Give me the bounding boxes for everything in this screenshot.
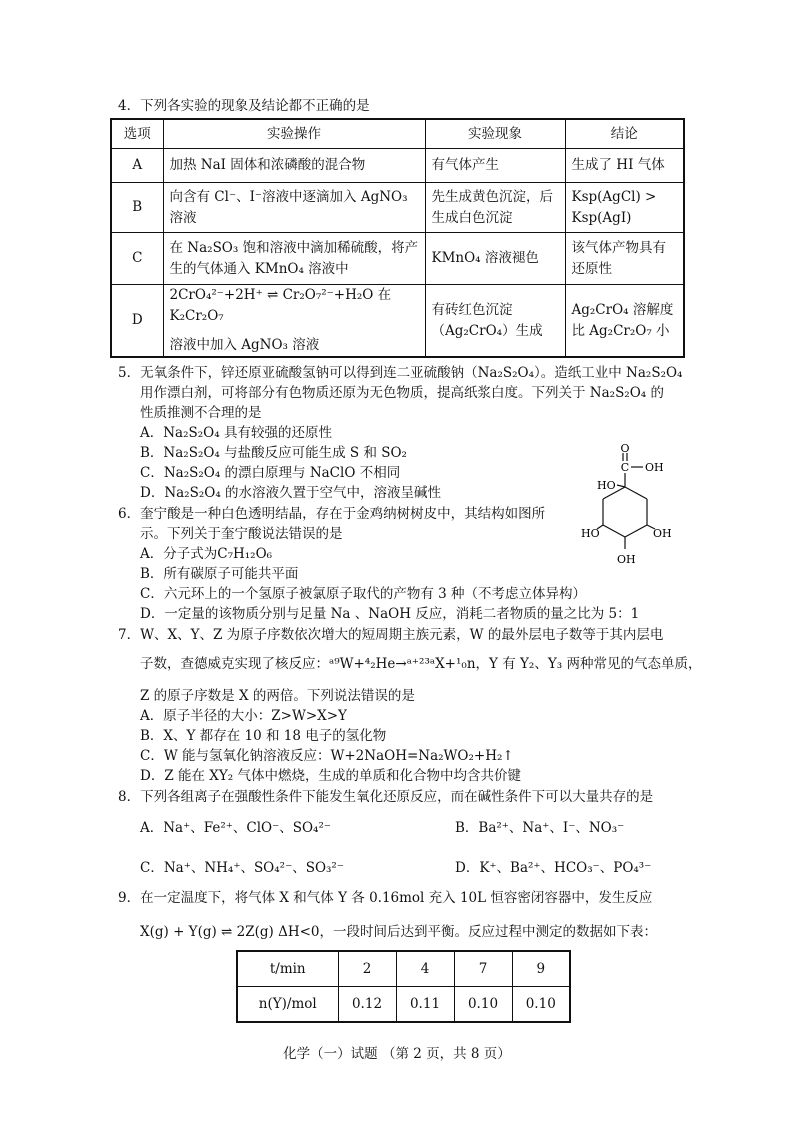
q4-stem: 4．下列各实验的现象及结论都不正确的是	[118, 98, 370, 114]
q6-stem-line2: 示。下列关于奎宁酸说法错误的是	[140, 526, 343, 542]
q9-header-cell: 2	[338, 951, 396, 987]
q7-stem-line2-end: ，Y 有 Y₂、Y₃ 两种常见的气态单质，	[475, 656, 702, 672]
q8-option-b: B．Ba²⁺、Na⁺、I⁻、NO₃⁻	[455, 820, 625, 836]
q7-nuclear-reaction: ᵃ⁹W+⁴₂He→ᵃ⁺²³ᵃX+¹₀n	[329, 656, 476, 672]
q4-row-phenomenon: KMnO₄ 溶液褪色	[425, 233, 565, 285]
q4-row-operation: 向含有 Cl⁻、I⁻溶液中逐滴加入 AgNO₃ 溶液	[163, 183, 425, 233]
q4-row-operation: 在 Na₂SO₃ 饱和溶液中滴加稀硫酸，将产生的气体通入 KMnO₄ 溶液中	[163, 233, 425, 285]
q4-row-conclusion: 该气体产物具有还原性	[565, 233, 684, 285]
q9-stem-line1: 9．在一定温度下，将气体 X 和气体 Y 各 0.16mol 充入 10L 恒容密闭容器中，发生反应	[118, 890, 653, 906]
q4-row-d	[111, 285, 684, 358]
q4-row-a	[111, 149, 684, 183]
q7-option-a: A．原子半径的大小：Z>W>X>Y	[140, 708, 347, 724]
q9-header-cell: 9	[512, 951, 570, 987]
q4-row-c	[111, 233, 684, 285]
q7-stem-line3: Z 的原子序数是 X 的两倍。下列说法错误的是	[140, 688, 415, 704]
quinic-acid-structure	[581, 442, 695, 573]
q8-option-c: C．Na⁺、NH₄⁺、SO₄²⁻、SO₃²⁻	[140, 860, 344, 876]
q4-row-operation: 加热 NaI 固体和浓磷酸的混合物	[163, 149, 425, 183]
q4-row-conclusion: Ksp(AgCl) > Ksp(AgI)	[565, 183, 684, 233]
q9-table-data-row	[237, 987, 570, 1023]
q4-header-phenomenon: 实验现象	[425, 119, 565, 149]
q4-row-b	[111, 183, 684, 233]
q6-option-b: B．所有碳原子可能共平面	[140, 566, 299, 582]
q4-header-conclusion: 结论	[565, 119, 684, 149]
q9-header-cell: 7	[454, 951, 512, 987]
q4-table-header	[111, 119, 684, 149]
q4-row-option: C	[111, 233, 163, 285]
q9-stem-line2: X(g) + Y(g) ⇌ 2Z(g) ΔH<0，一段时间后达到平衡。反应过程中测定的数据如下表：	[140, 924, 658, 940]
q7-option-d: D．Z 能在 XY₂ 气体中燃烧，生成的单质和化合物中均含共价键	[140, 768, 522, 784]
q9-data-cell: 0.10	[454, 987, 512, 1023]
q9-header-cell: t/min	[237, 951, 338, 987]
q5-stem-line2: 用作漂白剂，可将部分有色物质还原为无色物质，提高纸浆白度。下列关于 Na₂S₂O₄ 的	[140, 385, 664, 401]
q4-header-option: 选项	[111, 119, 163, 149]
q8-stem: 8．下列各组离子在强酸性条件下能发生氧化还原反应，而在碱性条件下可以大量共存的是	[118, 789, 654, 805]
structure-carbon-label: C	[620, 461, 630, 474]
q4-table	[110, 118, 685, 358]
q4-row-d-equation: 2CrO₄²⁻+2H⁺ ⇌ Cr₂O₇²⁻+H₂O 在 K₂Cr₂O₇	[169, 287, 392, 324]
structure-carboxyl-oh-label: OH	[645, 461, 664, 474]
q5-stem-line3: 性质推测不合理的是	[140, 405, 262, 421]
q5-option-b: B．Na₂S₂O₄ 与盐酸反应可能生成 S 和 SO₂	[140, 445, 407, 461]
q5-option-c: C．Na₂S₂O₄ 的漂白原理与 NaClO 不相同	[140, 465, 401, 481]
q4-row-d-operation-line2: 溶液中加入 AgNO₃ 溶液	[169, 337, 320, 353]
q7-stem-line1: 7．W、X、Y、Z 为原子序数依次增大的短周期主族元素，W 的最外层电子数等于其内层电	[118, 627, 664, 643]
q4-row-phenomenon: 有气体产生	[425, 149, 565, 183]
structure-ring-ho-label: HO	[581, 527, 600, 540]
structure-right-oh-label: OH	[653, 527, 672, 540]
q5-stem-line1: 5．无氧条件下，锌还原亚硫酸氢钠可以得到连二亚硫酸钠（Na₂S₂O₄）。造纸工业中 Na₂S₂O₄	[118, 365, 683, 381]
q4-row-phenomenon: 先生成黄色沉淀，后生成白色沉淀	[425, 183, 565, 233]
q9-data-cell: n(Y)/mol	[237, 987, 338, 1023]
q4-row-conclusion: Ag₂CrO₄ 溶解度比 Ag₂Cr₂O₇ 小	[565, 285, 684, 358]
q4-row-option: A	[111, 149, 163, 183]
q6-option-d: D．一定量的该物质分别与足量 Na 、NaOH 反应，消耗二者物质的量之比为 5：1	[140, 606, 640, 622]
q6-option-c: C．六元环上的一个氢原子被氯原子取代的产物有 3 种（不考虑立体异构）	[140, 586, 587, 602]
q4-row-option: D	[111, 285, 163, 358]
q7-option-c: C．W 能与氢氧化钠溶液反应：W+2NaOH=Na₂WO₂+H₂↑	[140, 748, 514, 764]
q6-stem-line1: 6．奎宁酸是一种白色透明结晶，存在于金鸡纳树树皮中，其结构如图所	[118, 506, 546, 522]
q5-option-a: A．Na₂S₂O₄ 具有较强的还原性	[140, 425, 332, 441]
q9-table	[236, 950, 571, 1023]
q7-option-b: B．X、Y 都存在 10 和 18 电子的氢化物	[140, 728, 387, 744]
q7-stem-line2	[140, 654, 701, 674]
structure-c1-ho-label: HO	[597, 479, 616, 492]
structure-bottom-oh-label: OH	[617, 553, 636, 566]
q8-option-d: D．K⁺、Ba²⁺、HCO₃⁻、PO₄³⁻	[455, 860, 652, 876]
q4-row-phenomenon: 有砖红色沉淀（Ag₂CrO₄）生成	[425, 285, 565, 358]
q6-option-a: A．分子式为C₇H₁₂O₆	[140, 546, 273, 562]
q4-row-option: B	[111, 183, 163, 233]
q4-row-operation	[163, 285, 425, 358]
structure-oxygen-label: O	[620, 442, 630, 455]
page-footer: 化学（一）试题 （第 2 页，共 8 页）	[283, 1046, 511, 1062]
q9-data-cell: 0.10	[512, 987, 570, 1023]
q4-header-operation: 实验操作	[163, 119, 425, 149]
q4-row-conclusion: 生成了 HI 气体	[565, 149, 684, 183]
q9-data-cell: 0.11	[396, 987, 454, 1023]
q9-data-cell: 0.12	[338, 987, 396, 1023]
q8-option-a: A．Na⁺、Fe²⁺、ClO⁻、SO₄²⁻	[140, 820, 331, 836]
q5-option-d: D．Na₂S₂O₄ 的水溶液久置于空气中，溶液呈碱性	[140, 485, 442, 501]
q7-stem-line2-start: 子数，查德威克实现了核反应：	[140, 656, 329, 672]
q9-table-header-row	[237, 951, 570, 987]
q9-header-cell: 4	[396, 951, 454, 987]
